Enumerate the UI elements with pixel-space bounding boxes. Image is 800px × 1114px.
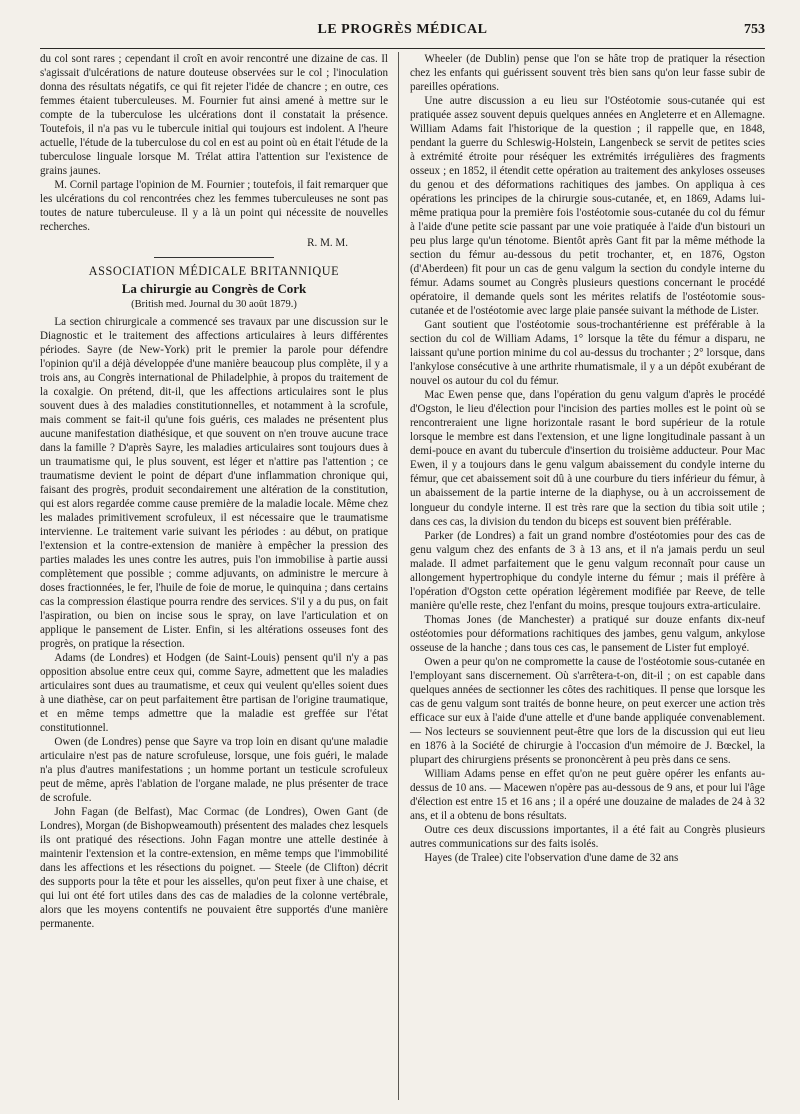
paragraph: Owen (de Londres) pense que Sayre va trop loin en disant qu'une maladie articulaire n'est pas de nature scrofuleuse, lorsque, une fois guéri, le malade n'a plus d'autres manifestations ; un homme portant un testicule scrofuleux peut de même, après l'ablation de l'organe malade, ne plus présenter de trace de scrofule. bbox=[40, 736, 388, 805]
paragraph: Une autre discussion a eu lieu sur l'Ostéotomie sous-cutanée qui est pratiquée assez souvent depuis quelques années en Angleterre et en Allemagne. William Adams fait l'historique de la question ; il rappelle que, en 1848, pendant la guerre du Schleswig-Holstein, Langenbeck se servit de petites scies à extrémité étroite pour réséquer les extrémités irrégulières des fragments osseux ; en 1852, il étendit cette opération au traitement des ankyloses osseuses du genou et des déformations rachitiques des jambes. On appliqua à ces opérations les principes de la chirurgie sous-cutanée, et, en 1869, Adams lui-même pratiqua pour la première fois l'ostéotomie sous-cutanée du col du fémur à l'aide d'une petite scie passant par une voie pratiquée à l'aide d'un bistouri un peu plus large qu'un ténotome. Bientôt après Gant fit par la même méthode la section du fémur au-dessous du petit trochanter, et, en 1876, Ogston (d'Aberdeen) fit pour un cas de genu valgum la section du condyle interne du fémur. Adams soumet au Congrès plusieurs questions concernant le procédé opératoire, il demande quels sont les mérites relatifs de l'ostéotomie sous-cutanée et de l'ostéotomie avec large plaie pansée suivant la méthode de Lister. bbox=[410, 95, 765, 318]
column-divider bbox=[398, 52, 399, 1100]
article-source: (British med. Journal du 30 août 1879.) bbox=[131, 299, 297, 311]
section-divider bbox=[154, 257, 274, 258]
paragraph: du col sont rares ; cependant il croît en avoir rencontré une dizaine de cas. Il s'agissait d'ulcérations de nature douteuse observées sur le col ; l'inoculation donna des résultats négatifs, ce qui fit rejeter l'idée de chancre ; en outre, ces femmes étaient tuberculeuses. M. Fournier fut ainsi amené à mettre sur le compte de la tuberculose les ulcérations dont il constatait la présence. Toutefois, il n'a pas vu le tubercule initial qui toujours est indolent. A l'heure actuelle, l'étude de la tuberculose du col en est au point où en était l'étude de la tuberculose linguale lorsque M. Trélat attira l'attention sur l'existence de grains jaunes. bbox=[40, 53, 388, 178]
paragraph: Gant soutient que l'ostéotomie sous-trochantérienne est préférable à la section du col de William Adams, 1° lorsque la tête du fémur a disparu, ne laissant qu'une portion minime du col au-dessus du trochanter ; 2° lorsque, dans l'ankylose consécutive à une arthrite rhumatismale, il y a un dépôt exubérant de nouvel os autour du col du fémur. bbox=[410, 319, 765, 388]
section-title: ASSOCIATION MÉDICALE BRITANNIQUE bbox=[88, 264, 340, 279]
signature: R. M. M. bbox=[307, 237, 348, 250]
paragraph: Hayes (de Tralee) cite l'observation d'une dame de 32 ans bbox=[424, 851, 679, 864]
paragraph: M. Cornil partage l'opinion de M. Fournier ; toutefois, il fait remarquer que les ulcérations du col rencontrées chez les femmes tuberculeuses ne sont pas toutes de nature tuberculeuse. Il y a là un point qui nécessite de nouvelles recherches. bbox=[40, 179, 388, 234]
paragraph: Outre ces deux discussions importantes, il a été fait au Congrès plusieurs autres communications sur des faits isolés. bbox=[410, 823, 765, 850]
page-header bbox=[40, 20, 765, 49]
article-title: La chirurgie au Congrès de Cork bbox=[121, 280, 307, 296]
running-title: LE PROGRÈS MÉDICAL bbox=[317, 22, 488, 37]
left-column bbox=[40, 52, 388, 931]
paragraph: Parker (de Londres) a fait un grand nombre d'ostéotomies pour des cas de genu valgum chez des enfants de 3 à 13 ans, et il n'a jamais perdu un seul malade. Il admet parfaitement que le genu valgum reconnaît pour cause un allongement hypertrophique du condyle interne du fémur ; mais il préfère à l'opération d'Ogston cette opération légèrement modifiée par Reeve, de telle manière qu'elle reste, chez l'enfant du moins, presque toujours extra-articulaire. bbox=[410, 529, 765, 612]
paragraph: Owen a peur qu'on ne compromette la cause de l'ostéotomie sous-cutanée en l'employant sans discernement. Où s'arrêtera-t-on, dit-il ; on est capable dans quelques années de sectionner les côtes des rachitiques. Il pense que lorsque les cas de genu valgum sont traités de bonne heure, on peut exercer une action très efficace sur eux à l'aide d'une attelle et d'une bande appliquée convenablement. — Nos lecteurs se souviennent peut-être que lors de la discussion qui eut lieu en 1876 à la Société de chirurgie à l'occasion d'un mémoire de J. Bœckel, la plupart des chirurgiens présents se prononcèrent à peu près dans ce sens. bbox=[410, 655, 765, 766]
paragraph: William Adams pense en effet qu'on ne peut guère opérer les enfants au-dessus de 10 ans. — Macewen n'opère pas au-dessous de 9 ans, et pour lui l'âge d'élection est entre 15 et 16 ans ; il a opéré une douzaine de malades de 24 à 32 ans, et il a obtenu de bons résultats. bbox=[410, 767, 765, 822]
paragraph: Adams (de Londres) et Hodgen (de Saint-Louis) pensent qu'il n'y a pas opposition absolue entre ceux qui, comme Sayre, admettent que les maladies articulaires sont dues au traumatisme, et ceux qui veulent qu'elles soient dues à une diathèse, car on peut parfaitement être partisan de l'origine traumatique, et en même temps admettre que la maladie est greffée sur l'état constitutionnel. bbox=[40, 651, 388, 734]
paragraph: La section chirurgicale a commencé ses travaux par une discussion sur le Diagnostic et le traitement des affections articulaires à leurs différentes périodes. Sayre (de New-York) prit le premier la parole pour défendre l'opinion qu'il a déjà développée d'une manière beaucoup plus complète, il y a trois ans, au Congrès international de Philadelphie, à propos du traitement de la coxalgie. On prétend, dit-il, que les affections articulaires sont le plus souvent dues à des maladies constitutionnelles, et notamment à la scrofule, mais comment se fait-il qu'une fois guéris, ces malades ne présentent plus aucune manifestation diathésique, et que souvent on n'en trouve aucune trace dans la famille ? D'après Sayre, les maladies articulaires sont toujours dues à un traumatisme qui, le plus souvent, est léger et n'attire pas l'attention ; ce traumatisme devient le point de départ d'une inflammation chronique qui, faisant des progrès, produit secondairement une altération de la constitution, qui est alors regardée comme cause première de la maladie locale. Même chez les malades primitivement scrofuleux, il est nécessaire que le traumatisme intervienne. Le traitement varie suivant les périodes : au début, on pratique l'extension et la contre-extension de manière à empêcher la pression des parties malades les unes contre les autres, puis l'on immobilise à partie aussi complètement que possible ; comme adjuvants, on administre le mercure à doses fractionnées, le fer, l'huile de foie de morue, le quinquina ; dans certains cas la compression élastique pourra rendre des services. S'il y a du pus, on fait l'aspiration, ou bien on incise sous le spray, on lave l'articulation et on applique le pansement de Lister. Enfin, si les altérations osseuses font des progrès, on pratique la résection. bbox=[40, 315, 388, 650]
paragraph: Thomas Jones (de Manchester) a pratiqué sur douze enfants dix-neuf ostéotomies pour déformations rachitiques des jambes, genu valgum, ankylose osseuse de la hanche ; dans tous ces cas, le pansement de Lister fut employé. bbox=[410, 613, 765, 654]
right-column bbox=[410, 52, 765, 865]
page-number: 753 bbox=[744, 22, 765, 37]
paragraph: John Fagan (de Belfast), Mac Cormac (de Londres), Owen Gant (de Londres), Morgan (de Bishopweamouth) présentent des malades chez lesquels ils ont pratiqué des résections. John Fagan montre une attelle destinée à maintenir l'extension et la contre-extension, en même temps que l'immobilité dans les affections et les résections du poignet. — Steele (de Clifton) décrit des supports pour la tête et pour les aisselles, qu'on peut fixer à une chaise, et qui lui ont été fort utiles dans des cas de maladies de la colonne vertébrale, alors que les moyens contentifs ne pouvaient être supportés d'une manière permanente. bbox=[40, 806, 388, 931]
paragraph: Wheeler (de Dublin) pense que l'on se hâte trop de pratiquer la résection chez les enfants qui guérissent souvent très bien sans qu'on leur fasse subir de pareilles opérations. bbox=[410, 53, 765, 94]
paragraph: Mac Ewen pense que, dans l'opération du genu valgum d'après le procédé d'Ogston, le lieu d'élection pour l'incision des parties molles est le point où se rencontreraient une ligne horizontale rasant le bord supérieur de la rotule lorsque le membre est dans l'extension, et une ligne longitudinale passant à un demi-pouce en avant du tubercule d'insertion du troisième adducteur. Pour Mac Ewen, il y a toujours dans le genu valgum abaissement du condyle interne du fémur, que cet abaissement soit dû à une courbure du tiers inférieur du fémur, à un abaissement de la partie interne de la diaphyse, ou à un accroissement de longueur du condyle interne. Il est très rare que la section du tibia soit utile ; dans ces cas, la division du tendon du biceps est souvent bien préférable. bbox=[410, 389, 765, 528]
